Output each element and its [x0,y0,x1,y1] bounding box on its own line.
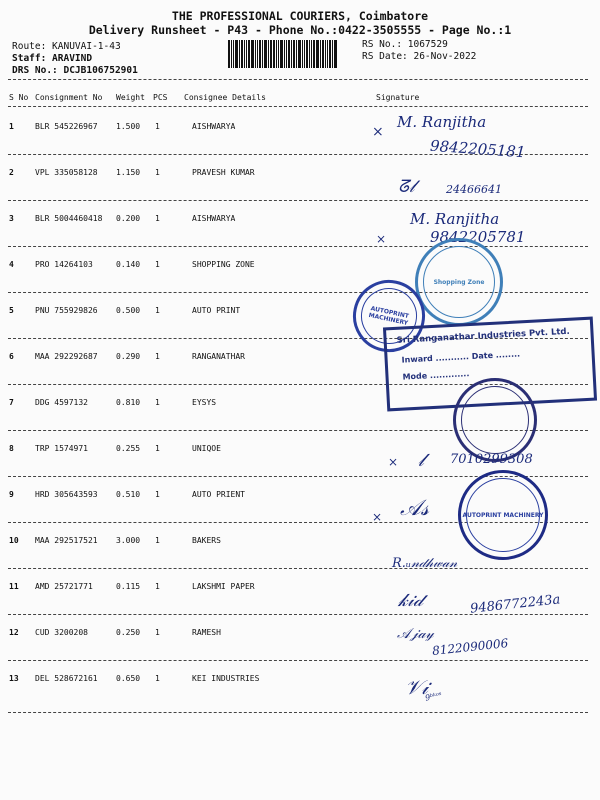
stamp-inward: Inward ........... Date ........ [401,349,521,365]
row-divider [8,660,588,661]
row-sno: 13 [9,674,19,683]
barcode-bar [246,40,247,68]
barcode-bar [313,40,315,68]
barcode-bar [334,40,337,68]
barcode [228,40,356,68]
handwritten-phone: 9842205781 [430,228,526,246]
barcode-bar [255,40,256,68]
row-pcs: 1 [155,582,160,591]
row-pcs: 1 [155,122,160,131]
row-sno: 3 [9,214,14,223]
row-consignee: AUTO PRINT [192,306,241,315]
handwritten-name: M. Ranjitha [410,210,500,228]
barcode-bar [262,40,263,68]
cross-mark: × [372,124,384,140]
col-signature: Signature [376,93,420,102]
row-weight: 0.290 [116,352,141,361]
barcode-bar [241,40,243,68]
row-sno: 8 [9,444,14,453]
barcode-bar [259,40,261,68]
scribble-signature: ᘔ𝓁 [398,177,415,197]
row-weight: 0.115 [116,582,141,591]
handwritten-phone: 7010299308 [450,452,533,467]
barcode-bar [327,40,328,68]
scribble-signature: 𝓀𝒾𝒹 [398,590,423,611]
row-pcs: 1 [155,306,160,315]
table-row [0,628,600,674]
row-consignment: CUD 3200208 [35,628,88,637]
cross-mark: × [388,455,399,469]
row-pcs: 1 [155,536,160,545]
row-consignee: UNIQOE [192,444,221,453]
row-weight: 0.510 [116,490,141,499]
barcode-bar [288,40,290,68]
barcode-bar [280,40,283,68]
stamp-text: Shopping Zone [433,278,485,286]
row-consignee: AISHWARYA [192,122,236,131]
barcode-bar [257,40,258,68]
header-divider [8,79,588,80]
stamp-text: AUTOPRINT MACHINERY [367,305,410,328]
row-weight: 0.500 [116,306,141,315]
row-consignment: MAA 292292687 [35,352,98,361]
table-row [0,674,600,720]
row-consignee: KEI INDUSTRIES [192,674,260,683]
barcode-bar [231,40,232,68]
barcode-bar [276,40,277,68]
row-sno: 10 [9,536,19,545]
row-divider [8,614,588,615]
rs-number: RS No.: 1067529 [362,39,448,50]
drs-number: DRS No.: DCJB106752901 [12,65,138,76]
barcode-bar [302,40,303,68]
row-weight: 3.000 [116,536,141,545]
barcode-bar [298,40,301,68]
row-pcs: 1 [155,490,160,499]
row-sno: 5 [9,306,14,315]
table-row [0,168,600,214]
row-sno: 12 [9,628,19,637]
row-consignment: TRP 1574971 [35,444,88,453]
cross-mark: × [372,510,383,524]
barcode-bar [239,40,240,68]
round-company-seal [453,378,537,462]
row-consignment: DEL 528672161 [35,674,98,683]
barcode-bar [311,40,312,68]
row-sno: 2 [9,168,14,177]
stamp-company: Sri Ranganathar Industries Pvt. Ltd. [396,326,570,346]
row-pcs: 1 [155,214,160,223]
shopping-zone-stamp [415,238,503,326]
row-consignee: RAMESH [192,628,221,637]
row-divider [8,568,588,569]
row-pcs: 1 [155,674,160,683]
handwritten-phone: 9842205181 [429,136,526,162]
row-sno: 11 [9,582,19,591]
row-weight: 1.500 [116,122,141,131]
handwritten-phone: 9486772243a [469,592,562,617]
row-consignee: RANGANATHAR [192,352,245,361]
row-sno: 4 [9,260,14,269]
barcode-bar [296,40,297,68]
scribble-signature: 𝒱𝒾 [405,675,429,699]
barcode-bar [278,40,279,68]
cross-mark: × [376,232,387,246]
barcode-bar [291,40,292,68]
col-sno: S No [9,93,29,102]
barcode-bar [268,40,269,68]
col-consignment: Consignment No [35,93,103,102]
scribble-signature: 𝒜𝒿𝒶𝓎 [397,626,434,642]
row-divider [8,246,588,247]
barcode-bar [329,40,331,68]
scribble-signature: 𝒜𝓈 [400,496,429,521]
company-title: THE PROFESSIONAL COURIERS, Coimbatore [171,9,429,23]
row-pcs: 1 [155,168,160,177]
barcode-bar [304,40,305,68]
staff-label: Staff: ARAVIND [12,53,93,64]
row-consignment: BLR 5004460418 [35,214,103,223]
handwritten-phone: 8122090006 [431,636,509,658]
row-consignment: DDG 4597132 [35,398,88,407]
handwritten-name: M. Ranjitha [397,113,487,131]
barcode-bar [228,40,230,68]
row-sno: 7 [9,398,14,407]
barcode-bar [233,40,234,68]
route-label: Route: KANUVAI-1-43 [12,41,121,52]
barcode-bar [309,40,310,68]
col-pcs: PCS [153,93,168,102]
barcode-bar [320,40,321,68]
barcode-bar [322,40,324,68]
table-row [0,260,600,306]
row-sno: 9 [9,490,14,499]
row-consignment: PRO 14264103 [35,260,93,269]
barcode-bar [306,40,308,68]
row-pcs: 1 [155,628,160,637]
row-pcs: 1 [155,352,160,361]
barcode-bar [293,40,295,68]
row-consignee: LAKSHMI PAPER [192,582,255,591]
barcode-bar [284,40,285,68]
row-weight: 1.150 [116,168,141,177]
column-header-divider [8,106,588,107]
row-weight: 0.255 [116,444,141,453]
barcode-bar [316,40,319,68]
table-bottom-divider [8,712,588,713]
row-consignee: AUTO PRIENT [192,490,245,499]
scribble-note: 9ᵇᵏᵒˢ [424,690,443,703]
row-consignee: EYSYS [192,398,217,407]
stamp-text: AUTOPRINT MACHINERY [462,511,544,519]
autoprint-stamp [458,470,548,560]
row-consignment: BLR 545226967 [35,122,98,131]
row-weight: 0.810 [116,398,141,407]
barcode-bar [273,40,275,68]
row-consignment: MAA 292517521 [35,536,98,545]
row-weight: 0.200 [116,214,141,223]
barcode-bar [325,40,326,68]
row-consignee: SHOPPING ZONE [192,260,255,269]
row-consignee: PRAVESH KUMAR [192,168,255,177]
row-weight: 0.140 [116,260,141,269]
scribble-signature: R.ᵤ𝓃𝒹𝒽𝓌𝒶𝓃 [392,556,458,571]
barcode-bar [244,40,245,68]
row-consignment: HRD 305643593 [35,490,98,499]
runsheet-subtitle: Delivery Runsheet - P43 - Phone No.:0422-3505555 - Page No.:1 [88,23,512,37]
row-pcs: 1 [155,444,160,453]
barcode-bar [264,40,267,68]
row-consignee: BAKERS [192,536,221,545]
barcode-bar [270,40,272,68]
row-consignment: AMD 25721771 [35,582,93,591]
scribble-signature: 𝓁 [418,450,424,471]
row-consignment: PNU 755929826 [35,306,98,315]
row-consignment: VPL 335058128 [35,168,98,177]
row-pcs: 1 [155,260,160,269]
barcode-bar [248,40,250,68]
handwritten-phone: 24466641 [446,183,502,196]
barcode-bar [286,40,287,68]
col-consignee: Consignee Details [184,93,266,102]
row-consignee: AISHWARYA [192,214,236,223]
col-weight: Weight [116,93,145,102]
row-weight: 0.250 [116,628,141,637]
row-pcs: 1 [155,398,160,407]
rs-date: RS Date: 26-Nov-2022 [362,51,477,62]
barcode-bar [235,40,238,68]
row-sno: 6 [9,352,14,361]
barcode-bar [251,40,254,68]
stamp-mode: Mode ............. [402,369,470,382]
row-weight: 0.650 [116,674,141,683]
barcode-bar [332,40,333,68]
row-divider [8,200,588,201]
row-sno: 1 [9,122,14,131]
